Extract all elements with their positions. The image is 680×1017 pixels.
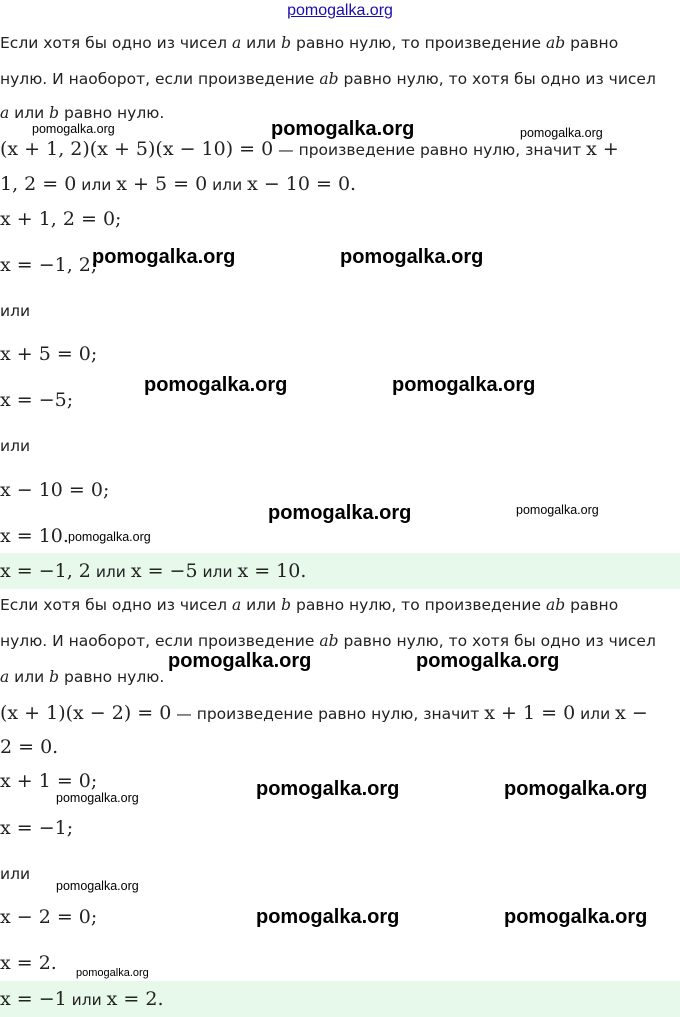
watermark: pomogalka.org (168, 650, 312, 672)
solution-step: x + 5 = 0; (0, 343, 98, 365)
watermark: pomogalka.org (68, 530, 151, 544)
equation-line: 1, 2 = 0 или x + 5 = 0 или x − 10 = 0. (0, 173, 357, 195)
equation-line: 2 = 0. (0, 736, 59, 758)
watermark: pomogalka.org (32, 122, 115, 136)
watermark: pomogalka.org (340, 246, 484, 268)
watermark: pomogalka.org (144, 374, 288, 396)
watermark: pomogalka.org (392, 374, 536, 396)
solution-step: x + 1 = 0; (0, 770, 98, 792)
rule-paragraph-line: Если хотя бы одно из чисел a или b равно нулю, то произведение ab равно (0, 596, 619, 614)
solution-step: x + 1, 2 = 0; (0, 208, 122, 230)
solution-step: x = 2. (0, 952, 57, 974)
watermark: pomogalka.org (516, 503, 599, 517)
solution-step: x = −1; (0, 817, 74, 839)
solution-step: x − 2 = 0; (0, 906, 98, 928)
watermark: pomogalka.org (76, 967, 149, 979)
watermark: pomogalka.org (92, 246, 236, 268)
solution-step: x = −1, 2; (0, 254, 98, 276)
watermark: pomogalka.org (56, 879, 139, 893)
rule-paragraph-line: Если хотя бы одно из чисел a или b равно нулю, то произведение ab равно (0, 34, 619, 52)
or-label: или (0, 437, 31, 455)
answer-line: x = −1 или x = 2. (0, 988, 164, 1010)
watermark: pomogalka.org (256, 778, 400, 800)
rule-paragraph-line: a или b равно нулю. (0, 668, 165, 686)
equation-line: (x + 1)(x − 2) = 0 — произведение равно нулю, значит x + 1 = 0 или x − (0, 702, 648, 724)
watermark: pomogalka.org (271, 118, 415, 140)
solution-step: x = 10. (0, 525, 69, 547)
watermark: pomogalka.org (256, 906, 400, 928)
answer-line: x = −1, 2 или x = −5 или x = 10. (0, 560, 307, 582)
rule-paragraph-line: нулю. И наоборот, если произведение ab равно нулю, то хотя бы одно из чисел (0, 632, 656, 650)
solution-step: x = −5; (0, 389, 74, 411)
equation-line: (x + 1, 2)(x + 5)(x − 10) = 0 — произведение равно нулю, значит x + (0, 138, 619, 160)
watermark: pomogalka.org (416, 650, 560, 672)
watermark: pomogalka.org (504, 778, 648, 800)
or-label: или (0, 302, 31, 320)
site-link[interactable]: pomogalka.org (287, 2, 393, 19)
watermark: pomogalka.org (56, 791, 139, 805)
watermark: pomogalka.org (504, 906, 648, 928)
solution-step: x − 10 = 0; (0, 479, 110, 501)
rule-paragraph-line: a или b равно нулю. (0, 104, 165, 122)
rule-paragraph-line: нулю. И наоборот, если произведение ab равно нулю, то хотя бы одно из чисел (0, 70, 656, 88)
or-label: или (0, 865, 31, 883)
watermark: pomogalka.org (268, 502, 412, 524)
watermark: pomogalka.org (520, 126, 603, 140)
